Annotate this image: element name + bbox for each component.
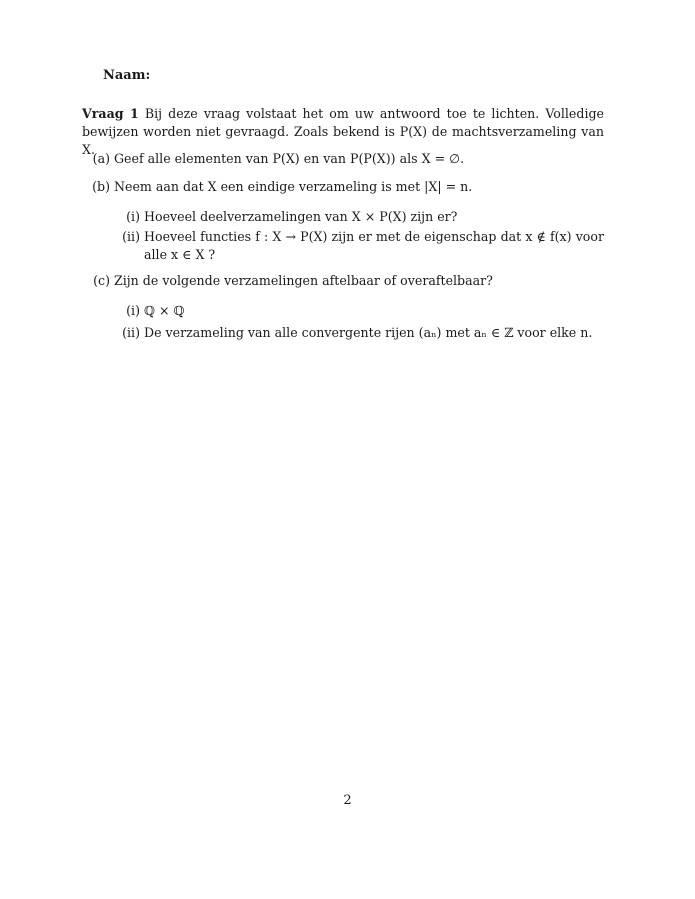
part-b-i-text: Hoeveel deelverzamelingen van X × P(X) zijn er? xyxy=(144,209,458,224)
part-b-ii-text: Hoeveel functies f : X → P(X) zijn er met de eigenschap dat x ∉ f(x) voor alle x ∈ X ? xyxy=(144,229,604,262)
part-c-ii-text: De verzameling van alle convergente rijen (aₙ) met aₙ ∈ ℤ voor elke n. xyxy=(144,325,593,340)
part-c-i-marker: (i) xyxy=(126,303,140,318)
part-c-marker: (c) xyxy=(93,273,110,288)
part-a-text: Geef alle elementen van P(X) en van P(P(X)) als X = ∅. xyxy=(114,151,465,166)
part-c-text: Zijn de volgende verzamelingen aftelbaar of overaftelbaar? xyxy=(114,273,493,288)
part-b-marker: (b) xyxy=(92,179,110,194)
question-intro-text: Bij deze vraag volstaat het om uw antwoord toe te lichten. Volledige bewijzen worden niet gevraagd. Zoals bekend is P(X) de machtsverzameling van X. xyxy=(82,106,604,157)
part-b-text: Neem aan dat X een eindige verzameling is met |X| = n. xyxy=(114,179,473,194)
name-label: Naam: xyxy=(103,68,151,83)
page-number: 2 xyxy=(343,793,352,808)
part-a-marker: (a) xyxy=(92,151,110,166)
part-c-i-text: ℚ × ℚ xyxy=(144,303,185,318)
part-b-ii-marker: (ii) xyxy=(122,229,140,244)
part-c-ii-marker: (ii) xyxy=(122,325,140,340)
question-number: Vraag 1 xyxy=(82,106,139,121)
part-b-i-marker: (i) xyxy=(126,209,140,224)
